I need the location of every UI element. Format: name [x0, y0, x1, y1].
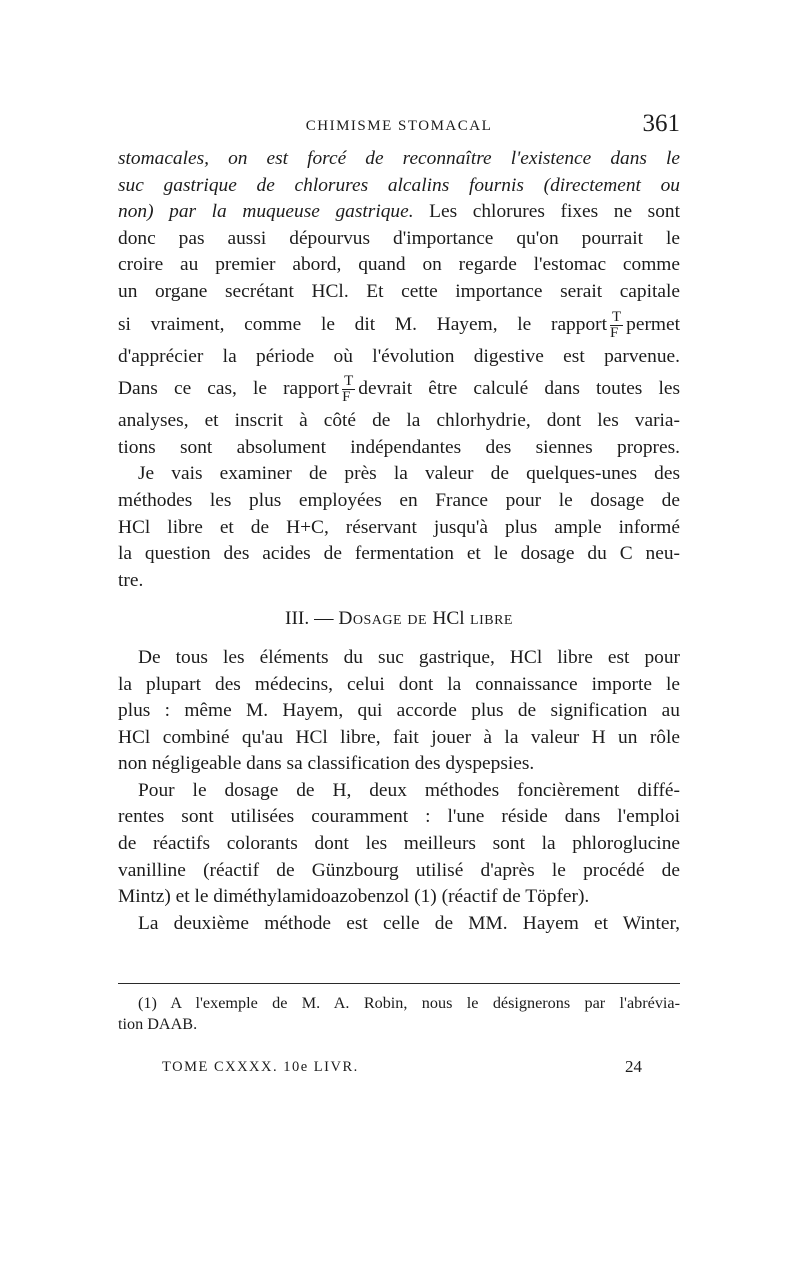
text-line: suc gastrique de chlorures alcalins fournis (directement ou: [118, 174, 680, 196]
text-line: si vraiment, comme le dit M. Hayem, le rapport $\frac{T}{F}$ permet: [118, 308, 680, 341]
text-line: analyses, et inscrit à côté de la chlorhydrie, dont les varia-: [118, 410, 680, 432]
footnote-rule: [118, 983, 680, 984]
text-line: d'apprécier la période où l'évolution digestive est parvenue.: [118, 345, 680, 367]
text-line: La deuxième méthode est celle de MM. Hayem et Winter,: [138, 912, 680, 934]
text-line: stomacales, on est forcé de reconnaître l'existence dans le: [118, 148, 680, 169]
text-line: la plupart des médecins, celui dont la connaissance importe le: [118, 673, 680, 695]
text-line: tions sont absolument indépendantes des siennes propres.: [118, 436, 680, 458]
main-text: [118, 146, 680, 937]
text-line: non) par la muqueuse gastrique. Les chlorures fixes ne sont: [118, 201, 680, 223]
text-line: de réactifs colorants dont les meilleurs sont la phloroglucine: [118, 833, 680, 855]
printer-signature: [162, 1057, 642, 1079]
page-number: 361: [642, 110, 680, 137]
text-line: vanilline (réactif de Günzbourg utilisé d'après le procédé de: [118, 859, 680, 881]
running-head: [118, 110, 680, 144]
text-line: croire au premier abord, quand on regarde l'estomac comme: [118, 254, 680, 276]
text-line: méthodes les plus employées en France pour le dosage de: [118, 489, 680, 511]
section-heading: III. — Dosage de HCl libre: [285, 608, 513, 630]
footnote: [118, 993, 680, 1035]
text-line: Dans ce cas, le rapport $\frac{T}{F}$ devrait être calculé dans toutes les: [118, 373, 680, 406]
footnote-line: tion DAAB.: [118, 1015, 198, 1033]
text-line: HCl libre et de H+C, réservant jusqu'à plus ample informé: [118, 516, 680, 538]
text-line: rentes sont utilisées couramment : l'une réside dans l'emploi: [118, 806, 680, 828]
text-line: plus : même M. Hayem, qui accorde plus de signification au: [118, 700, 680, 722]
fraction-t-over-f: $\frac{T}{F}$: [609, 308, 622, 341]
text-line: un organe secrétant HCl. Et cette importance serait capitale: [118, 280, 680, 302]
text-line: Mintz) et le diméthylamidoazobenzol (1) (réactif de Töpfer).: [118, 886, 590, 908]
text-line: la question des acides de fermentation et le dosage du C neu-: [118, 543, 680, 565]
text-line: De tous les éléments du suc gastrique, HCl libre est pour: [138, 646, 680, 668]
text-line: HCl combiné qu'au HCl libre, fait jouer à la valeur H un rôle: [118, 726, 680, 748]
signature-number: 24: [625, 1057, 642, 1076]
volume-label: TOME CXXXX. 10e LIVR.: [162, 1059, 359, 1075]
footnote-line: (1) A l'exemple de M. A. Robin, nous le désignerons par l'abrévia-: [138, 994, 680, 1012]
text-line: tre.: [118, 569, 144, 591]
running-title: CHIMISME STOMACAL: [305, 118, 493, 134]
text-line: donc pas aussi dépourvus d'importance qu'on pourrait le: [118, 227, 680, 249]
text-line: Pour le dosage de H, deux méthodes foncièrement diffé-: [138, 779, 680, 801]
text-line: Je vais examiner de près la valeur de quelques-unes des: [138, 463, 680, 485]
fraction-t-over-f: $\frac{T}{F}$: [342, 373, 354, 406]
text-line: non négligeable dans sa classification des dyspepsies.: [118, 753, 535, 775]
